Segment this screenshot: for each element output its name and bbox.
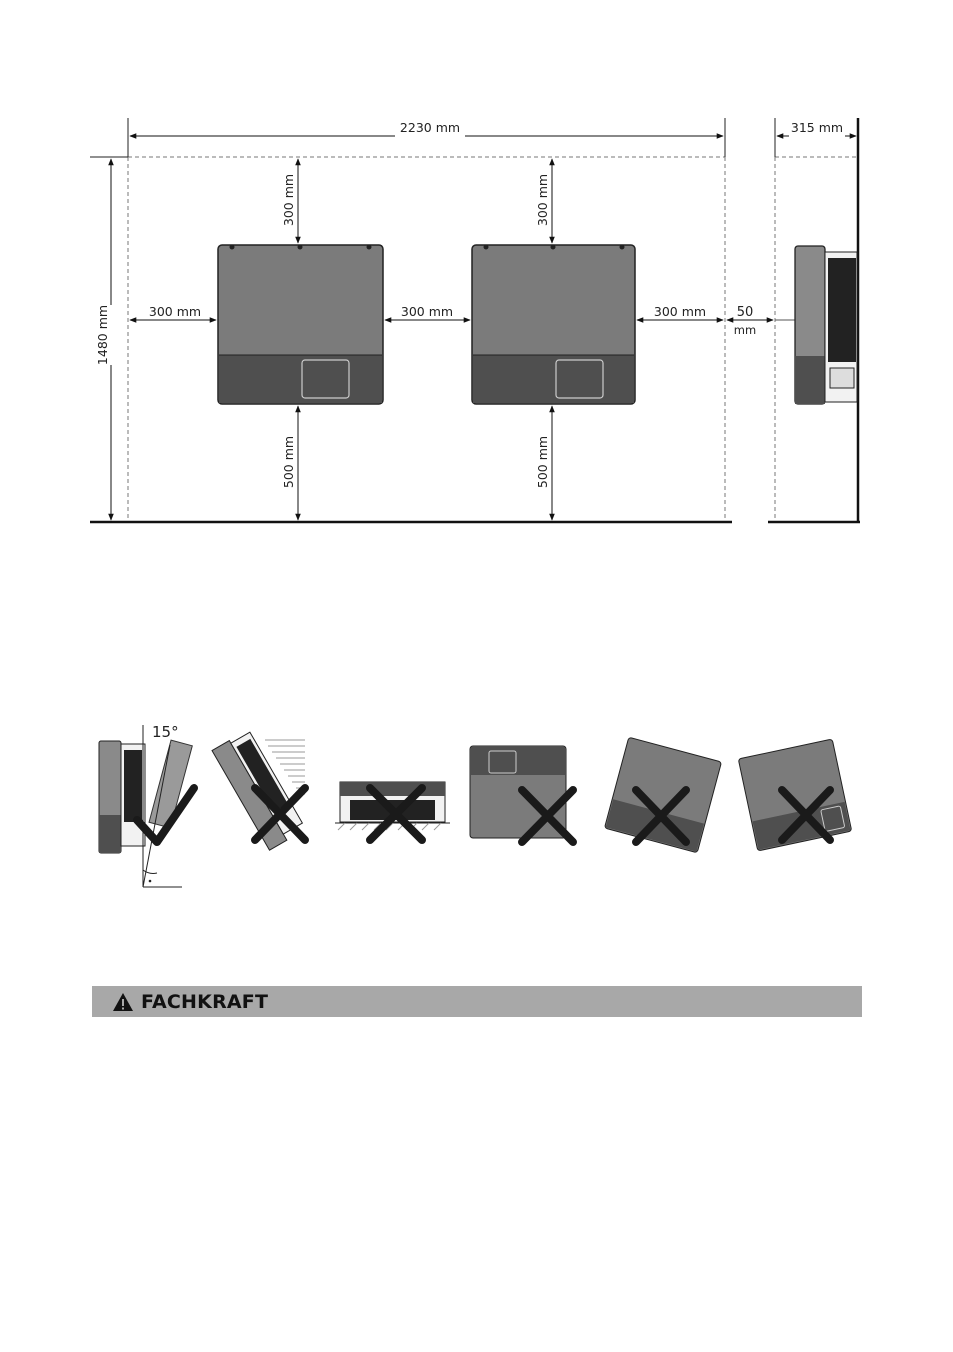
top-clearance-1: 300 mm [281, 173, 296, 227]
depth-label: 315 mm [790, 120, 844, 135]
orientation-upside-down [470, 746, 573, 842]
bottom-clearance-2: 500 mm [535, 435, 550, 489]
inverter-device-1 [218, 245, 383, 405]
inverter-side-view [775, 246, 857, 404]
orientation-horizontal [335, 782, 450, 840]
warning-triangle-icon [112, 992, 134, 1012]
orientation-allowed-tilt [99, 723, 194, 887]
between-clearance: 300 mm [400, 304, 454, 319]
orientation-tilted-forward [212, 730, 306, 851]
total-height-label: 1480 mm [95, 304, 110, 366]
side-clearance-left: 300 mm [148, 304, 202, 319]
orientation-rotated-left [604, 737, 721, 853]
side-clearance-right: 300 mm [653, 304, 707, 319]
bottom-clearance-1: 500 mm [281, 435, 296, 489]
total-width-label: 2230 mm [399, 120, 461, 135]
tilt-angle-label: 15° [152, 723, 179, 741]
orientation-diagram [0, 700, 953, 900]
orientation-rotated-right [738, 739, 851, 851]
clearance-diagram [0, 0, 953, 560]
inverter-device-2 [472, 245, 635, 405]
top-clearance-2: 300 mm [535, 173, 550, 227]
wall-gap-unit: mm [733, 323, 757, 337]
wall-gap-value: 50 [736, 305, 754, 320]
fachkraft-warning-bar [92, 986, 862, 1017]
warning-label: FACHKRAFT [141, 990, 269, 1013]
